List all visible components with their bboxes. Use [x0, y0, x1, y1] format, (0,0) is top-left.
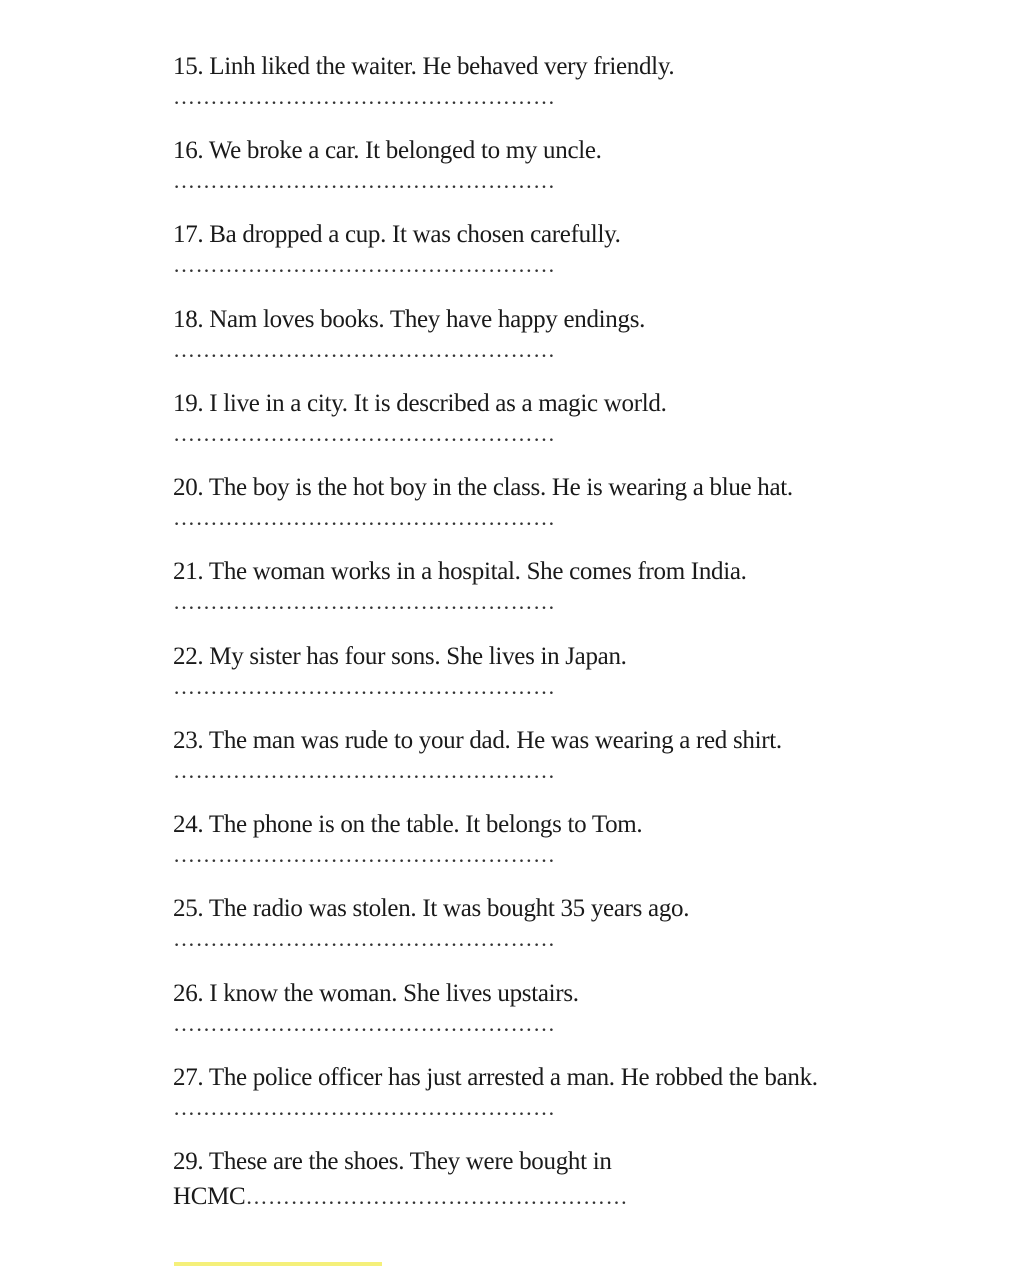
- question-text: 20. The boy is the hot boy in the class. He is wearing a blue hat.: [173, 474, 793, 501]
- question-20: [173, 473, 963, 529]
- question-17: [173, 220, 963, 276]
- answer-line[interactable]: ……………………………………………: [173, 926, 556, 951]
- question-text: 16. We broke a car. It belonged to my uncle.: [173, 137, 602, 164]
- answer-line[interactable]: ……………………………………………: [173, 758, 556, 783]
- question-text: 29. These are the shoes. They were bought in: [173, 1148, 612, 1175]
- question-text: 19. I live in a city. It is described as a magic world.: [173, 390, 667, 417]
- highlight-mark: [174, 1262, 382, 1266]
- answer-line[interactable]: ……………………………………………: [173, 1011, 556, 1036]
- question-26: [173, 979, 963, 1035]
- answer-line[interactable]: ……………………………………………: [173, 842, 556, 867]
- question-text: 27. The police officer has just arrested a man. He robbed the bank.: [173, 1064, 818, 1091]
- question-text: 18. Nam loves books. They have happy endings.: [173, 306, 646, 333]
- answer-line[interactable]: ……………………………………………: [173, 168, 556, 193]
- question-29: [173, 1147, 963, 1212]
- answer-line[interactable]: ……………………………………………: [173, 337, 556, 362]
- question-23: [173, 726, 963, 782]
- answer-line[interactable]: ……………………………………………: [173, 505, 556, 530]
- question-text: 23. The man was rude to your dad. He was wearing a red shirt.: [173, 727, 782, 754]
- question-text: 15. Linh liked the waiter. He behaved very friendly.: [173, 53, 675, 80]
- answer-line[interactable]: ……………………………………………: [173, 1095, 556, 1120]
- question-18: [173, 305, 963, 361]
- answer-line[interactable]: ……………………………………………: [173, 252, 556, 277]
- question-27: [173, 1063, 963, 1119]
- answer-line[interactable]: ……………………………………………: [173, 589, 556, 614]
- question-text: 24. The phone is on the table. It belongs to Tom.: [173, 811, 643, 838]
- answer-line[interactable]: ……………………………………………: [245, 1184, 628, 1209]
- answer-line[interactable]: ……………………………………………: [173, 674, 556, 699]
- question-text: 25. The radio was stolen. It was bought 35 years ago.: [173, 895, 690, 922]
- question-25: [173, 894, 963, 950]
- question-text-continued: [173, 1182, 963, 1212]
- question-text-tail: HCMC: [173, 1183, 246, 1210]
- answer-line[interactable]: ……………………………………………: [173, 421, 556, 446]
- question-text: 17. Ba dropped a cup. It was chosen carefully.: [173, 221, 621, 248]
- question-text: 26. I know the woman. She lives upstairs.: [173, 980, 579, 1007]
- question-16: [173, 136, 963, 192]
- question-24: [173, 810, 963, 866]
- question-text: 21. The woman works in a hospital. She comes from India.: [173, 558, 747, 585]
- question-15: [173, 52, 963, 108]
- question-22: [173, 642, 963, 698]
- answer-line[interactable]: ……………………………………………: [173, 84, 556, 109]
- question-21: [173, 557, 963, 613]
- question-19: [173, 389, 963, 445]
- question-text: 22. My sister has four sons. She lives in Japan.: [173, 643, 627, 670]
